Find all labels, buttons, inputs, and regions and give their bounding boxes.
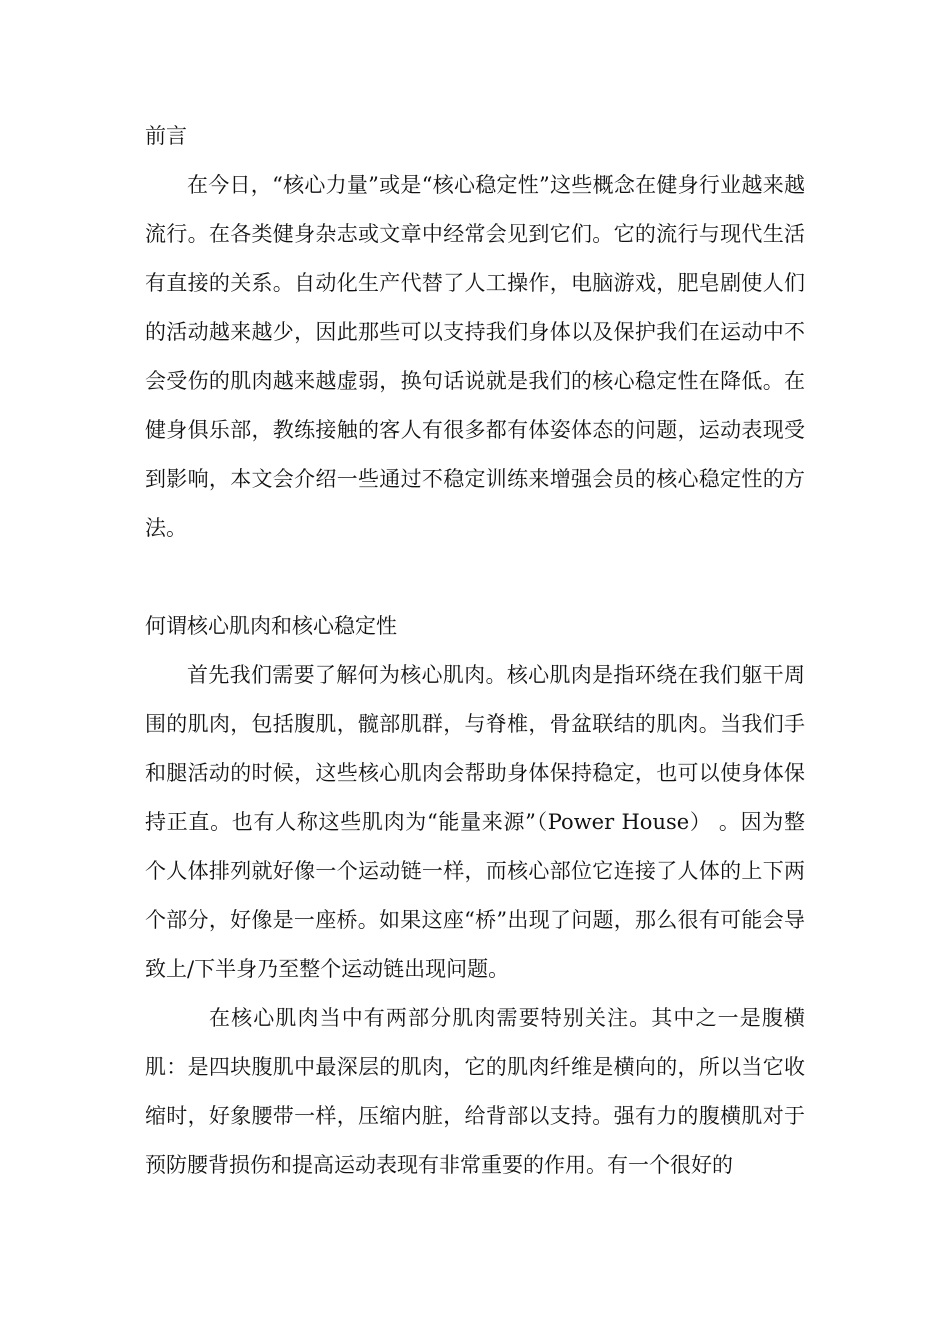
preface-paragraph: 在今日，“核心力量”或是“核心稳定性”这些概念在健身行业越来越流行。在各类健身杂志或文章中经常会见到它们。它的流行与现代生活有直接的关系。自动化生产代替了人工操作，电脑游戏，肥皂剧使人们的活动越来越少，因此那些可以支持我们身体以及保护我们在运动中不会受伤的肌肉越来越虚弱，换句话说就是我们的核心稳定性在降低。在健身俱乐部，教练接触的客人有很多都有体姿体态的问题，运动表现受到影响，本文会介绍一些通过不稳定训练来增强会员的核心稳定性的方法。: [145, 173, 805, 540]
core-muscles-paragraph-2: 在核心肌肉当中有两部分肌肉需要特别关注。其中之一是腹横肌：是四块腹肌中最深层的肌肉，它的肌肉纤维是横向的，所以当它收缩时，好象腰带一样，压缩内脏，给背部以支持。强有力的腹横肌对于预防腰背损伤和提高运动表现有非常重要的作用。有一个很好的: [145, 1006, 805, 1177]
section-spacer: [145, 553, 805, 602]
core-muscles-paragraph-1: 首先我们需要了解何为核心肌肉。核心肌肉是指环绕在我们躯干周围的肌肉，包括腹肌，髋部肌群，与脊椎，骨盆联结的肌肉。当我们手和腿活动的时候，这些核心肌肉会帮助身体保持稳定，也可以使身体保持正直。也有人称这些肌肉为“能量来源”（Power House） 。因为整个人体排列就好像一个运动链一样，而核心部位它连接了人体的上下两个部分，好像是一座桥。如果这座“桥”出现了问题，那么很有可能会导致上/下半身乃至整个运动链出现问题。: [145, 663, 805, 981]
section-heading-core-muscles: 何谓核心肌肉和核心稳定性: [145, 614, 397, 638]
section-heading-preface: 前言: [145, 124, 187, 148]
document-page: [145, 112, 805, 1190]
